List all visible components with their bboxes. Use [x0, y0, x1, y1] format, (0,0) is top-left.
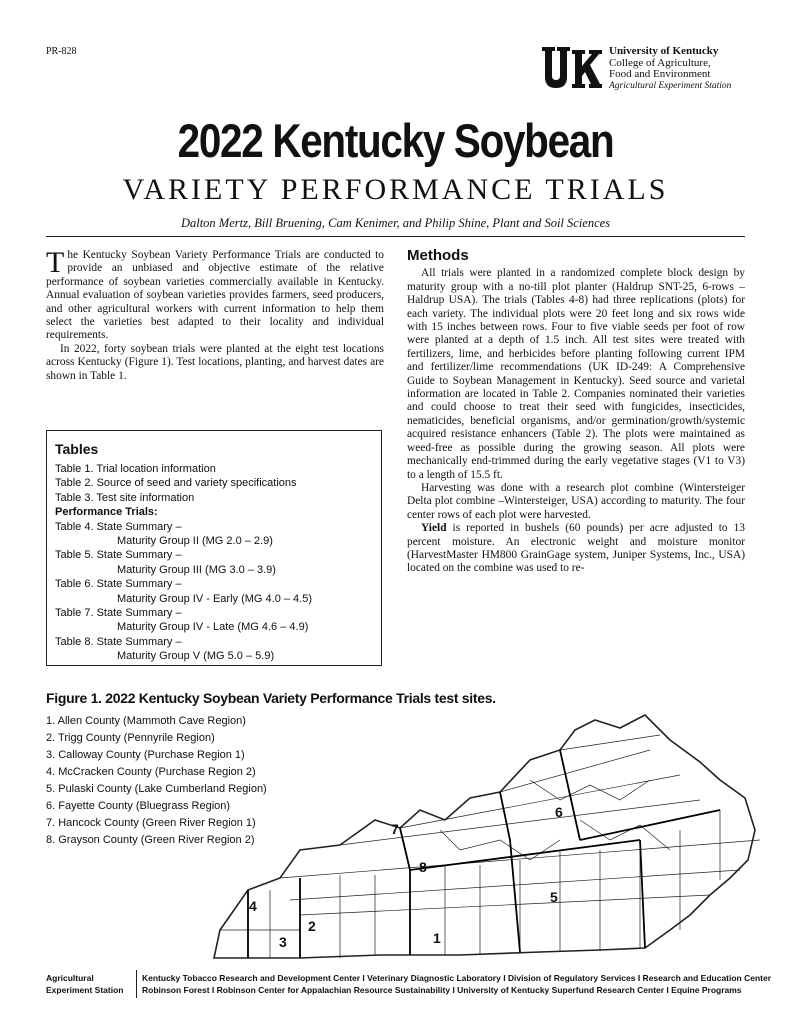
tables-list-item: Table 4. State Summary – [55, 520, 182, 533]
test-site-item: 3. Calloway County (Purchase Region 1) [46, 749, 245, 761]
test-site-item: 5. Pulaski County (Lake Cumberland Region) [46, 783, 267, 795]
methods-column [407, 249, 745, 576]
yield-term: Yield [421, 522, 447, 535]
tables-list-item: Table 3. Test site information [55, 491, 195, 504]
intro-paragraph-1-text: he Kentucky Soybean Variety Performance Trials are conducted to provide an unbiased and objective estimate of the relative performance of soybean varieties commercially available in Kentucky. Annual evaluation of soybean varieties provides farmers, seed producers, and other agricultural workers with current information to help them select the varieties best adapted to their locality and individual requirements. [46, 249, 384, 342]
tables-list-item: Table 6. State Summary – [55, 578, 182, 591]
tables-list-item: Table 5. State Summary – [55, 549, 182, 562]
methods-heading: Methods [407, 247, 469, 264]
college-line-2: Food and Environment [609, 68, 711, 80]
intro-paragraph-1 [46, 246, 384, 343]
figure-caption: Figure 1. 2022 Kentucky Soybean Variety Performance Trials test sites. [46, 690, 496, 706]
station-name: Agricultural Experiment Station [609, 80, 732, 91]
page-subtitle: VARIETY PERFORMANCE TRIALS [122, 173, 669, 206]
test-site-item: 2. Trigg County (Pennyrile Region) [46, 732, 215, 744]
tables-list-item: Performance Trials: [55, 506, 158, 519]
map-label-4: 4 [249, 898, 257, 914]
methods-paragraph-3-text: is reported in bushels (60 pounds) per acre adjusted to 13 percent moisture. An electronic weight and moisture monitor (HarvestMaster HM800 GrainGage system, Juniper Systems, Inc., USA) located on the combine was used to re- [407, 522, 745, 575]
university-name: University of Kentucky [609, 45, 719, 57]
map-label-8: 8 [419, 859, 427, 875]
page-title: 2022 Kentucky Soybean [177, 114, 614, 167]
kentucky-map [200, 700, 760, 965]
tables-list-item: Maturity Group IV - Late (MG 4.6 – 4.9) [117, 621, 309, 634]
footer-station-line-2: Experiment Station [46, 985, 124, 995]
tables-list-item: Table 2. Source of seed and variety specifications [55, 477, 297, 490]
tables-list-box [46, 430, 382, 666]
map-label-5: 5 [550, 889, 558, 905]
county-borders [214, 715, 760, 958]
authors-line: Dalton Mertz, Bill Bruening, Cam Kenimer, and Philip Shine, Plant and Soil Sciences [180, 216, 611, 230]
test-site-item: 8. Grayson County (Green River Region 2) [46, 834, 255, 846]
header-divider [46, 236, 745, 237]
footer-programs [142, 972, 771, 996]
map-label-1: 1 [433, 930, 441, 946]
tables-list-item: Table 8. State Summary – [55, 635, 182, 648]
map-label-6: 6 [555, 804, 563, 820]
tables-list-item: Maturity Group II (MG 2.0 – 2.9) [117, 535, 273, 548]
methods-paragraph-2: Harvesting was done with a research plot combine (Wintersteiger Delta plot combine –Wintersteiger, USA) according to maturity. The four center rows of each plot were harvested. [407, 481, 745, 521]
methods-paragraph-1: All trials were planted in a randomized complete block design by maturity group with a no-till plot planter (Haldrup SNT-25, 6-rows – Haldrup USA). The trials (Tables 4-8) had three replications (plots) for each variety. The individual plots were 20 feet long and six rows wide with 15 inches between rows. Four to five viable seeds per foot of row were planted at a depth of 1.5 inch. All test sites were treated with fertilizers, lime, and herbicides before planting following current IPM and fertilizer/lime recommendations (UK ID-249: A Comprehensive Guide to Soybean Management in Kentucky). Seed source and varietal information are located in Table 2. Companies nominated their varieties and could choose to treat their seed with fungicides, insecticides, nematicides, beneficial organisms, and/or germination/growth/systemic acquired resistance enhancers (Table 2). The plots were maintained as weed-free as possible during the growing season. All plots were mechanically end-trimmed during the early vegetative stages (V1 to V3) to a length of 15.5 ft. [407, 267, 745, 481]
intro-column [46, 246, 384, 383]
publication-number: PR-828 [46, 46, 77, 57]
map-label-7: 7 [391, 821, 399, 837]
university-block [609, 46, 731, 92]
region-borders [248, 750, 720, 958]
footer-divider [136, 970, 137, 998]
tables-list-item: Table 1. Trial location information [55, 463, 216, 475]
test-site-item: 1. Allen County (Mammoth Cave Region) [46, 715, 246, 727]
footer-programs-line-2: Robinson Forest I Robinson Center for Appalachian Resource Sustainability I University of Kentucky Superfund Research Center I Equine Programs [142, 985, 742, 995]
methods-paragraph-3 [407, 522, 745, 576]
tables-heading: Tables [55, 441, 99, 457]
uk-logo-icon [541, 46, 603, 92]
intro-paragraph-2: In 2022, forty soybean trials were planted at the eight test locations across Kentucky (Figure 1). Test locations, planting, and harvest dates are shown in Table 1. [46, 342, 384, 382]
drop-cap: T [46, 246, 65, 279]
test-site-item: 6. Fayette County (Bluegrass Region) [46, 800, 231, 812]
footer-programs-line-1: Kentucky Tobacco Research and Development Center I Veterinary Diagnostic Laboratory I Division of Regulatory Services I Research and Education Center [142, 973, 772, 983]
map-label-3: 3 [279, 934, 287, 950]
map-label-2: 2 [308, 918, 316, 934]
tables-list-item: Table 7. State Summary – [55, 607, 182, 620]
tables-list-item: Maturity Group IV - Early (MG 4.0 – 4.5) [117, 592, 313, 605]
tables-list-item: Maturity Group V (MG 5.0 – 5.9) [117, 650, 275, 663]
college-line-1: College of Agriculture, [609, 56, 711, 69]
footer-station [46, 972, 136, 996]
tables-list [55, 462, 373, 664]
test-site-item: 7. Hancock County (Green River Region 1) [46, 817, 256, 829]
footer-station-line-1: Agricultural [46, 973, 94, 983]
test-site-item: 4. McCracken County (Purchase Region 2) [46, 766, 256, 778]
footer [46, 970, 772, 1000]
tables-list-item: Maturity Group III (MG 3.0 – 3.9) [117, 563, 276, 576]
